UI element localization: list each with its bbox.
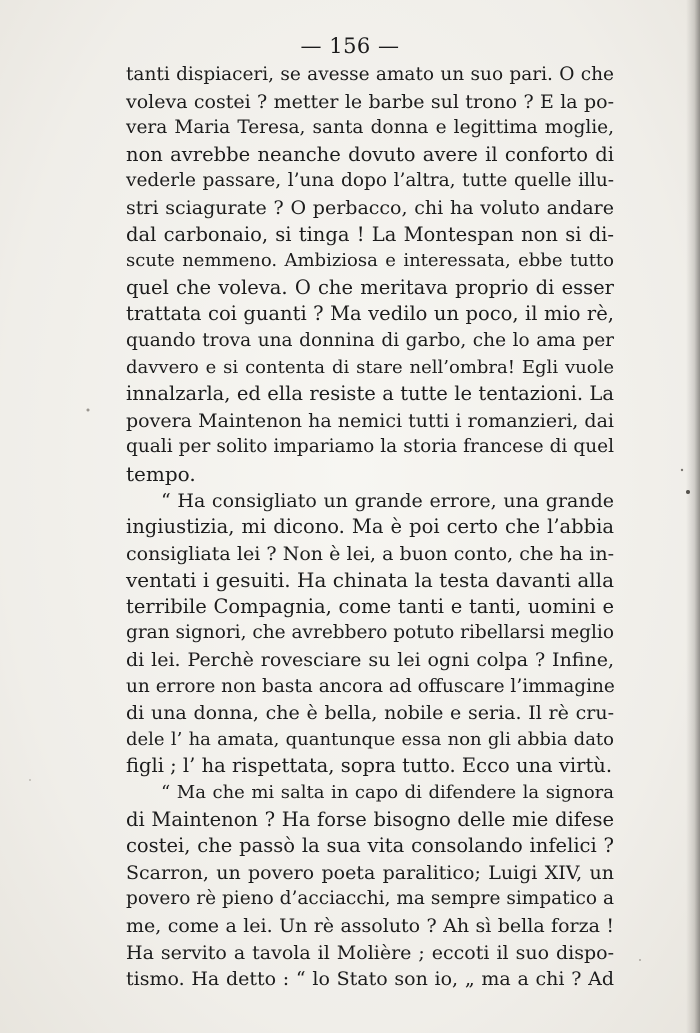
text-line: gran signori, che avrebbero potuto ribellarsi meglio	[126, 622, 614, 644]
text-line: dele l’ ha amata, quantunque essa non gli abbia dato	[126, 728, 614, 750]
text-line: di Maintenon ? Ha forse bisogno delle mie difese	[126, 807, 614, 831]
text-line: trattata coi guanti ? Ma vedilo un poco, il mio rè,	[126, 302, 614, 326]
text-line: ventati i gesuiti. Ha chinata la testa davanti alla	[126, 568, 614, 593]
paragraph-end-line: tempo.	[126, 461, 196, 486]
text-line: dal carbonaio, si tinga ! La Montespan non si di-	[126, 222, 614, 246]
text-line: di una donna, che è bella, nobile e seria. Il rè cru-	[126, 702, 614, 725]
paragraph-start-line: “ Ma che mi salta in capo di difendere la signora	[161, 782, 614, 804]
text-line: vera Maria Teresa, santa donna e legittima moglie,	[126, 117, 614, 139]
paragraph-end-line: figli ; l’ ha rispettata, sopra tutto. Ecco una virtù.	[126, 754, 613, 778]
text-line: davvero e si contenta di stare nell’ombra! Egli vuole	[126, 356, 614, 378]
text-line: di lei. Perchè rovesciare su lei ogni colpa ? Infine,	[126, 649, 614, 672]
text-line: un errore non basta ancora ad offuscare l’immagine	[126, 675, 615, 697]
text-line: quel che voleva. O che meritava proprio di esser	[126, 275, 614, 299]
text-line: tanti dispiaceri, se avesse amato un suo pari. O che	[126, 64, 614, 85]
text-line: tismo. Ha detto : “ lo Stato son io, „ ma a chi ? Ad	[126, 968, 614, 991]
text-line: me, come a lei. Un rè assoluto ? Ah sì bella forza !	[126, 915, 614, 937]
page-number: — 156 —	[300, 34, 400, 58]
text-line: terribile Compagnia, come tanti e tanti, uomini e	[126, 594, 614, 618]
text-line: quando trova una donnina di garbo, che lo ama per	[126, 329, 614, 351]
text-line: vederle passare, l’una dopo l’altra, tutte quelle illu-	[126, 170, 614, 192]
text-line: costei, che passò la sua vita consolando infelici ?	[126, 834, 614, 858]
text-line: consigliata lei ? Non è lei, a buon conto, che ha in-	[126, 542, 614, 565]
text-line: Scarron, un povero poeta paralitico; Luigi XIV, un	[126, 861, 614, 884]
paragraph-start-line: “ Ha consigliato un grande errore, una grande	[161, 489, 614, 512]
text-line: non avrebbe neanche dovuto avere il conforto di	[126, 142, 614, 166]
text-line: ingiustizia, mi dicono. Ma è poi certo che l’abbia	[126, 515, 614, 539]
text-line: scute nemmeno. Ambiziosa e interessata, ebbe tutto	[126, 250, 614, 272]
text-line: stri sciagurate ? O perbacco, chi ha voluto andare	[126, 196, 614, 219]
text-line: povero rè pieno d’acciacchi, ma sempre simpatico a	[126, 888, 614, 910]
text-line: voleva costei ? metter le barbe sul trono ? E la po-	[126, 90, 614, 113]
text-line: innalzarla, ed ella resiste a tutte le tentazioni. La	[126, 382, 614, 406]
text-line: quali per solito impariamo la storia francese di quel	[126, 436, 614, 458]
text-line: povera Maintenon ha nemici tutti i romanzieri, dai	[126, 409, 614, 432]
text-line: Ha servito a tavola il Molière ; eccoti il suo dispo-	[126, 941, 614, 964]
